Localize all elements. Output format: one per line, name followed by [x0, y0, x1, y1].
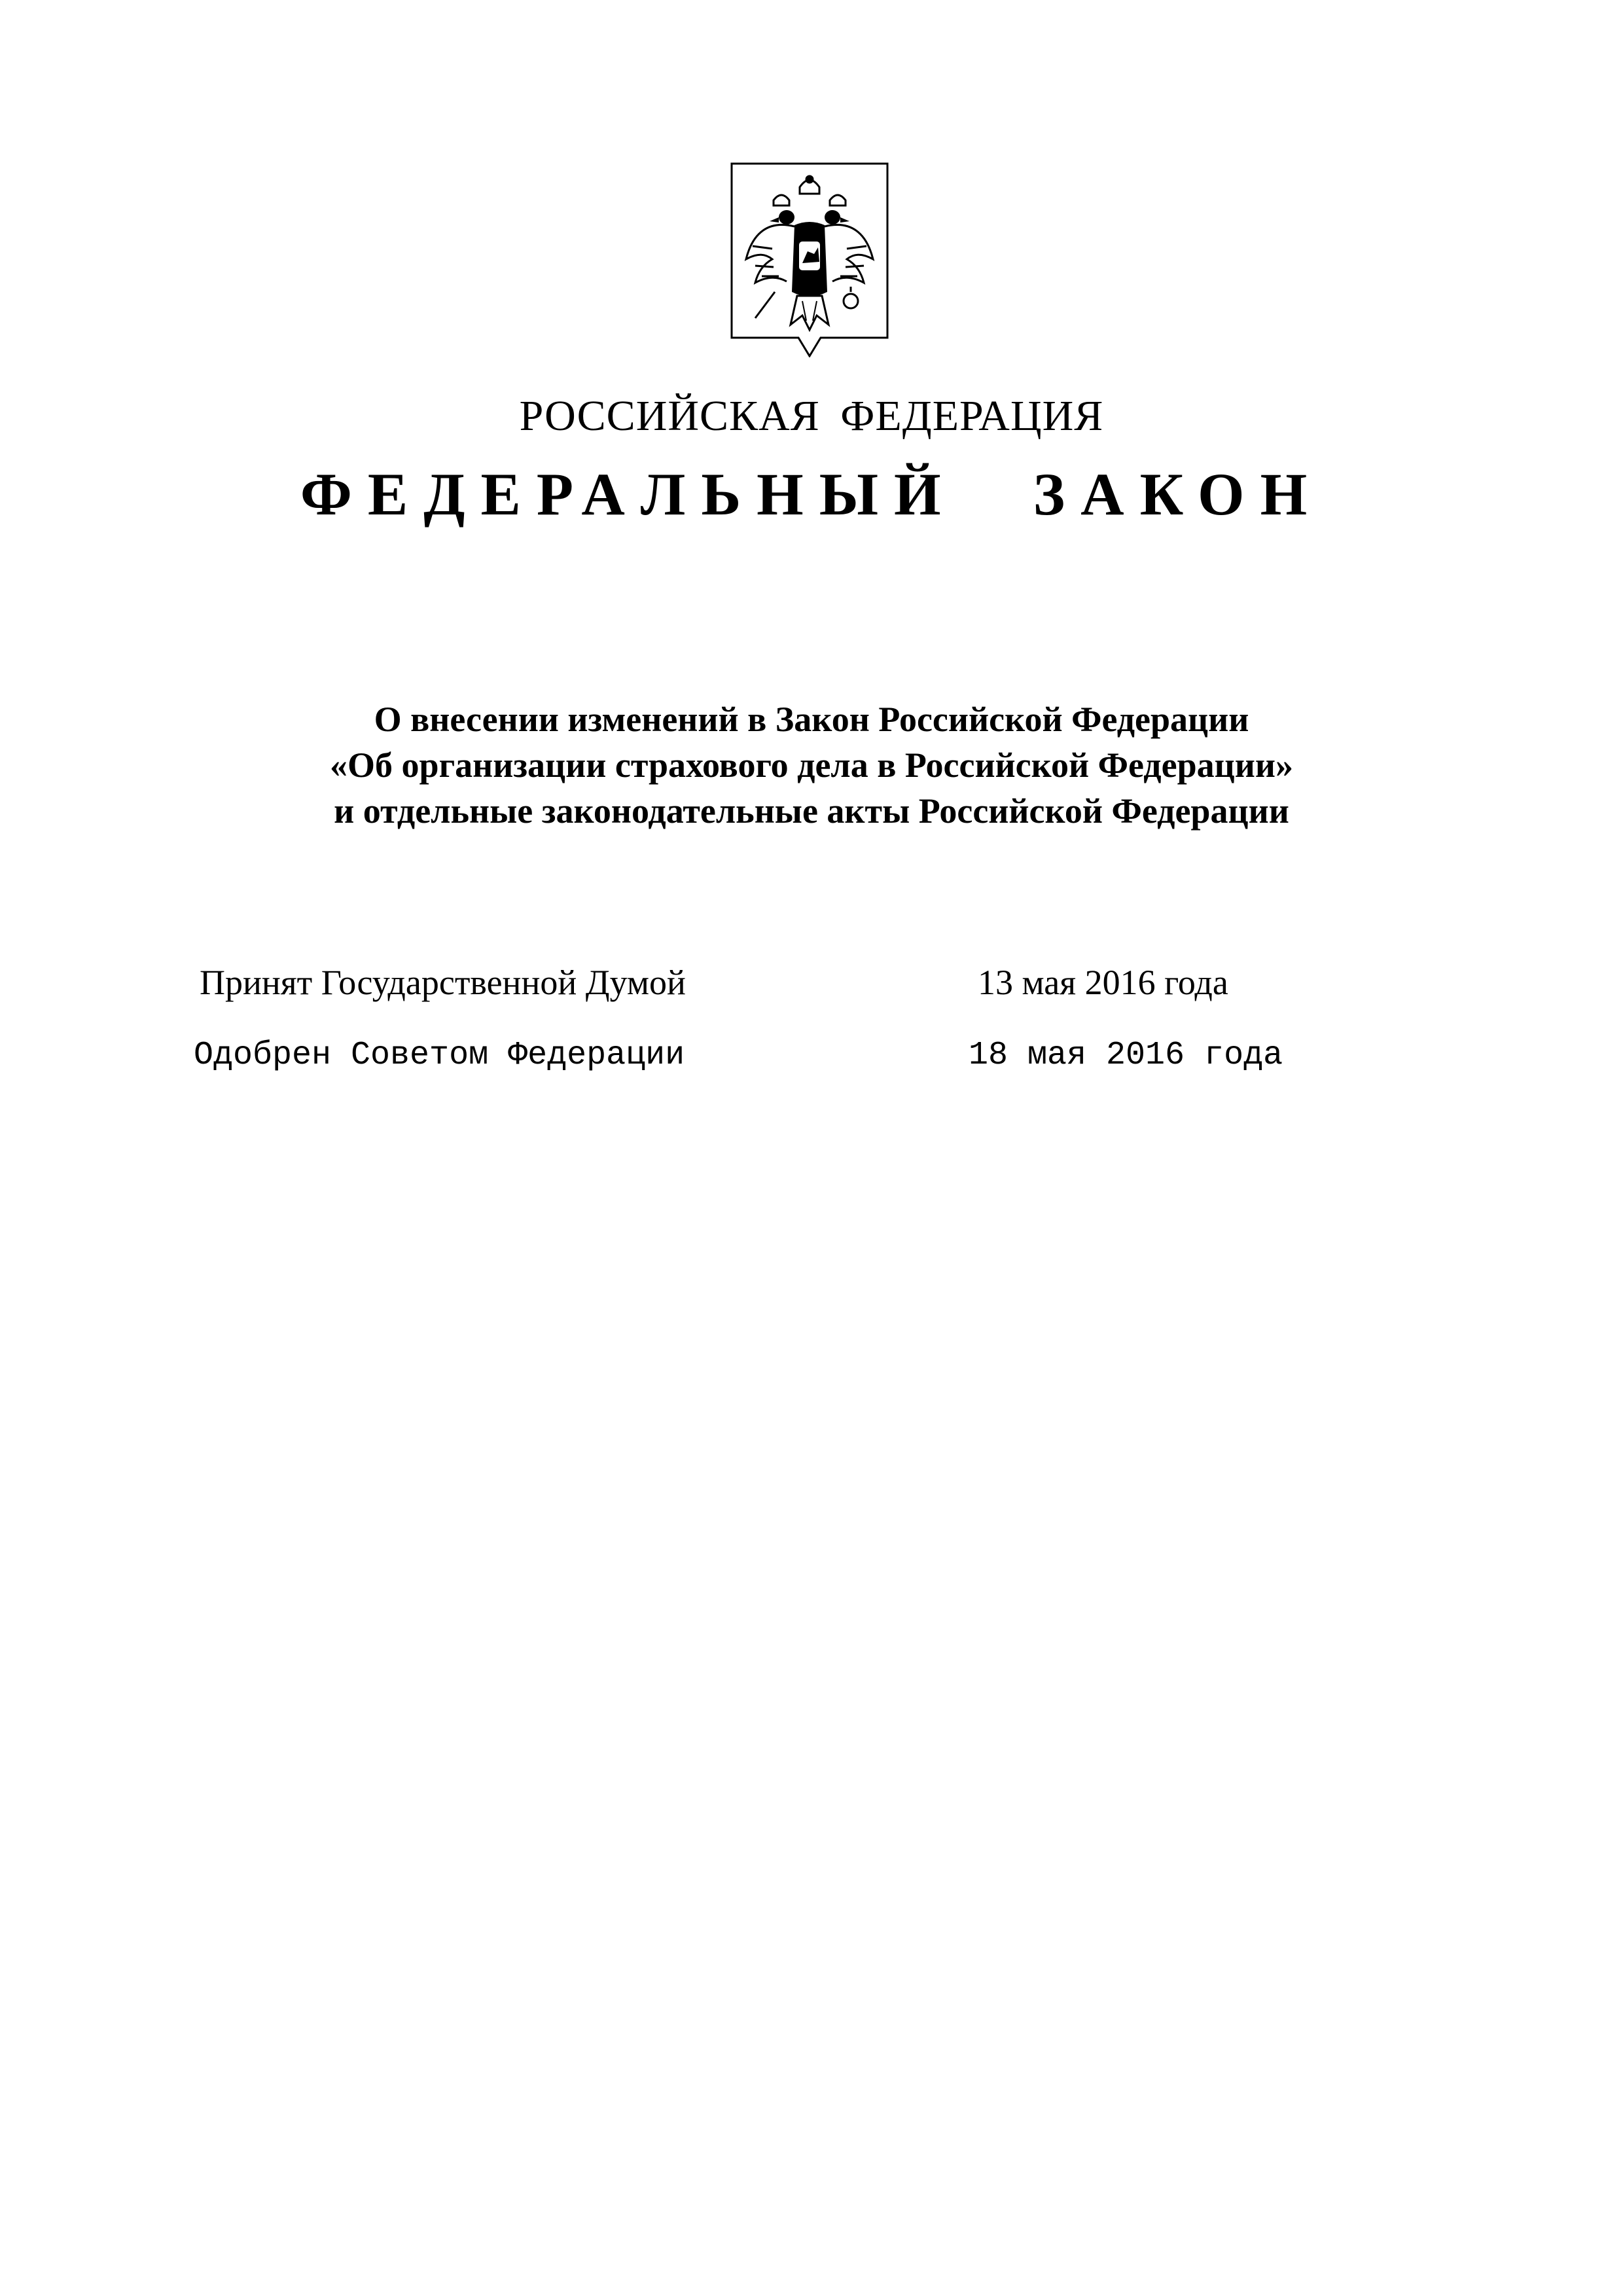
- duma-approval-date: 13 мая 2016 года: [978, 963, 1228, 1002]
- document-type: ФЕДЕРАЛЬНЫЙ ЗАКОН: [300, 461, 1323, 528]
- country-name: РОССИЙСКАЯ ФЕДЕРАЦИЯ: [519, 392, 1104, 440]
- law-title: [0, 696, 1623, 834]
- council-approval-label: Одобрен Советом Федерации: [194, 1037, 685, 1074]
- council-approval-date: 18 мая 2016 года: [969, 1037, 1283, 1074]
- law-title-line: О внесении изменений в Закон Российской Федерации: [374, 700, 1249, 739]
- duma-approval-label: Принят Государственной Думой: [200, 963, 686, 1002]
- coat-of-arms-icon: [729, 161, 890, 357]
- law-title-line: «Об организации страхового дела в Российской Федерации»: [330, 745, 1293, 785]
- law-title-line: и отдельные законодательные акты Российской Федерации: [334, 791, 1289, 831]
